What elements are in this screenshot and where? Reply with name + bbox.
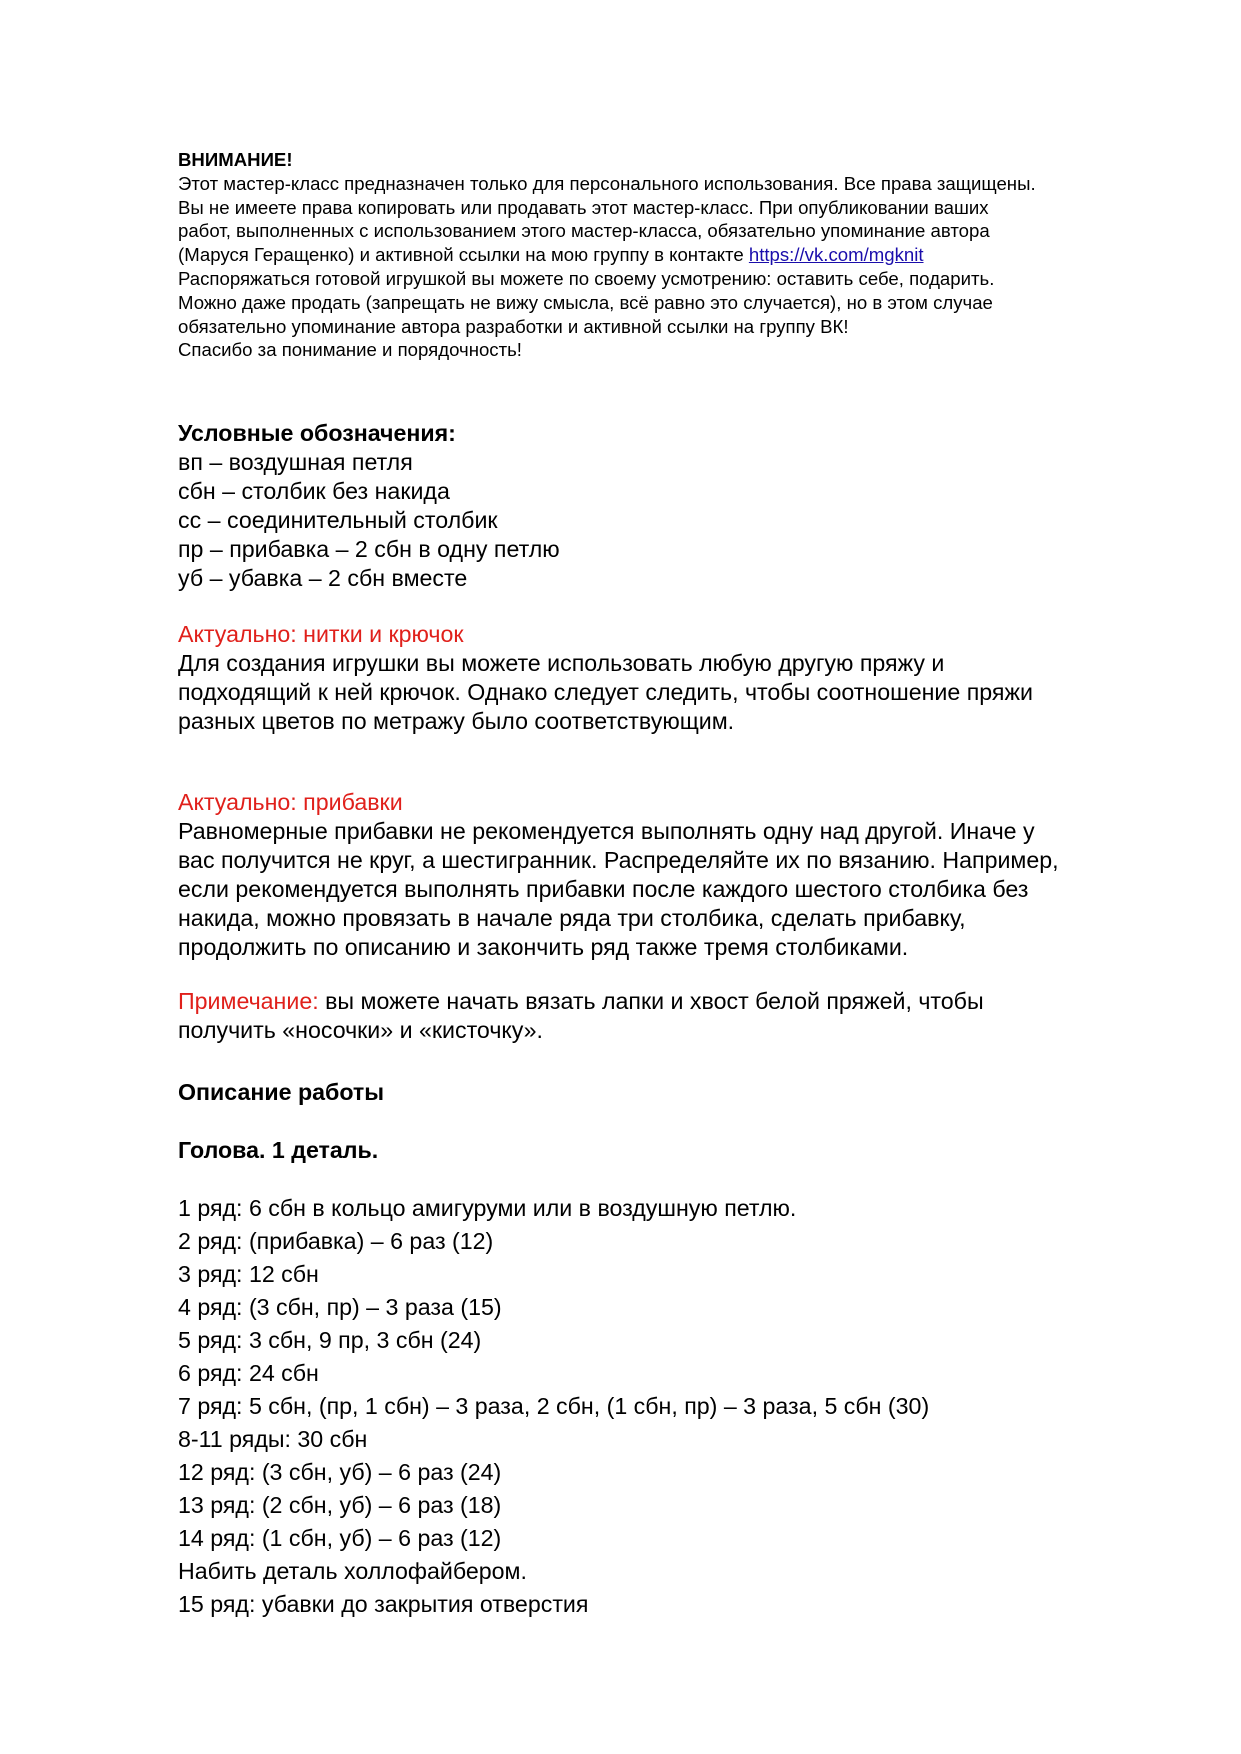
row-instruction: 7 ряд: 5 сбн, (пр, 1 сбн) – 3 раза, 2 сбн, (1 сбн, пр) – 3 раза, 5 сбн (30) xyxy=(178,1393,930,1419)
notice-line: Распоряжаться готовой игрушкой вы можете по своему усмотрению: оставить себе, подарить. xyxy=(178,267,995,289)
paragraph-line: продолжить по описанию и закончить ряд также тремя столбиками. xyxy=(178,934,909,960)
work-description-title: Описание работы xyxy=(178,1079,385,1105)
notice-line-with-link xyxy=(178,243,1188,267)
head-rows xyxy=(178,1192,1178,1621)
note-line xyxy=(178,987,1178,1016)
row-instruction: Набить деталь холлофайбером. xyxy=(178,1558,527,1584)
row-instruction: 3 ряд: 12 сбн xyxy=(178,1261,319,1287)
paragraph-line: вас получится не круг, а шестигранник. Распределяйте их по вязанию. Например, xyxy=(178,847,1059,873)
legend-item: пр – прибавка – 2 сбн в одну петлю xyxy=(178,536,560,562)
copyright-notice xyxy=(178,148,1188,362)
notice-heading: ВНИМАНИЕ! xyxy=(178,149,293,170)
row-instruction: 8-11 ряды: 30 сбн xyxy=(178,1426,368,1452)
notice-line: Вы не имеете права копировать или продавать этот мастер-класс. При опубликовании ваших xyxy=(178,196,989,218)
row-instruction: 12 ряд: (3 сбн, уб) – 6 раз (24) xyxy=(178,1459,502,1485)
paragraph-line: подходящий к ней крючок. Однако следует следить, чтобы соотношение пряжи xyxy=(178,679,1033,705)
row-instruction: 1 ряд: 6 сбн в кольцо амигуруми или в воздушную петлю. xyxy=(178,1195,797,1221)
paragraph-line: Равномерные прибавки не рекомендуется выполнять одну над другой. Иначе у xyxy=(178,818,1035,844)
increases-title: Актуально: прибавки xyxy=(178,789,403,815)
paragraph-line: Для создания игрушки вы можете использовать любую другую пряжу и xyxy=(178,650,945,676)
paragraph-line: накида, можно провязать в начале ряда три столбика, сделать прибавку, xyxy=(178,905,966,931)
row-instruction: 4 ряд: (3 сбн, пр) – 3 раза (15) xyxy=(178,1294,502,1320)
increases-section xyxy=(178,788,1178,962)
row-instruction: 5 ряд: 3 сбн, 9 пр, 3 сбн (24) xyxy=(178,1327,482,1353)
row-instruction: 2 ряд: (прибавка) – 6 раз (12) xyxy=(178,1228,494,1254)
note-line: получить «носочки» и «кисточку». xyxy=(178,1017,543,1043)
notice-line: Спасибо за понимание и порядочность! xyxy=(178,339,522,361)
row-instruction: 14 ряд: (1 сбн, уб) – 6 раз (12) xyxy=(178,1525,502,1551)
threads-section xyxy=(178,620,1178,736)
legend-section xyxy=(178,419,1178,593)
legend-item: вп – воздушная петля xyxy=(178,449,413,475)
legend-item: сс – соединительный столбик xyxy=(178,507,498,533)
paragraph-line: разных цветов по метражу было соответствующим. xyxy=(178,708,735,734)
note-label: Примечание: xyxy=(178,988,319,1014)
row-instruction: 15 ряд: убавки до закрытия отверстия xyxy=(178,1591,589,1617)
note-section xyxy=(178,987,1178,1045)
legend-item: сбн – столбик без накида xyxy=(178,478,450,504)
legend-item: уб – убавка – 2 сбн вместе xyxy=(178,565,468,591)
paragraph-line: если рекомендуется выполнять прибавки после каждого шестого столбика без xyxy=(178,876,1029,902)
legend-title: Условные обозначения: xyxy=(178,420,456,446)
notice-line: (Маруся Геращенко) и активной ссылки на мою группу в контакте xyxy=(178,244,749,266)
note-text: вы можете начать вязать лапки и хвост белой пряжей, чтобы xyxy=(318,988,984,1014)
notice-line: работ, выполненных с использованием этого мастер-класса, обязательно упоминание автора xyxy=(178,220,990,242)
notice-line: Можно даже продать (запрещать не вижу смысла, всё равно это случается), но в этом случае xyxy=(178,291,993,313)
threads-title: Актуально: нитки и крючок xyxy=(178,621,464,647)
notice-line: Этот мастер-класс предназначен только для персонального использования. Все права защищены. xyxy=(178,172,1036,194)
vk-group-link[interactable]: https://vk.com/mgknit xyxy=(748,244,924,266)
head-part-title: Голова. 1 деталь. xyxy=(178,1137,379,1163)
row-instruction: 6 ряд: 24 сбн xyxy=(178,1360,319,1386)
notice-line: обязательно упоминание автора разработки и активной ссылки на группу ВК! xyxy=(178,315,849,337)
row-instruction: 13 ряд: (2 сбн, уб) – 6 раз (18) xyxy=(178,1492,502,1518)
